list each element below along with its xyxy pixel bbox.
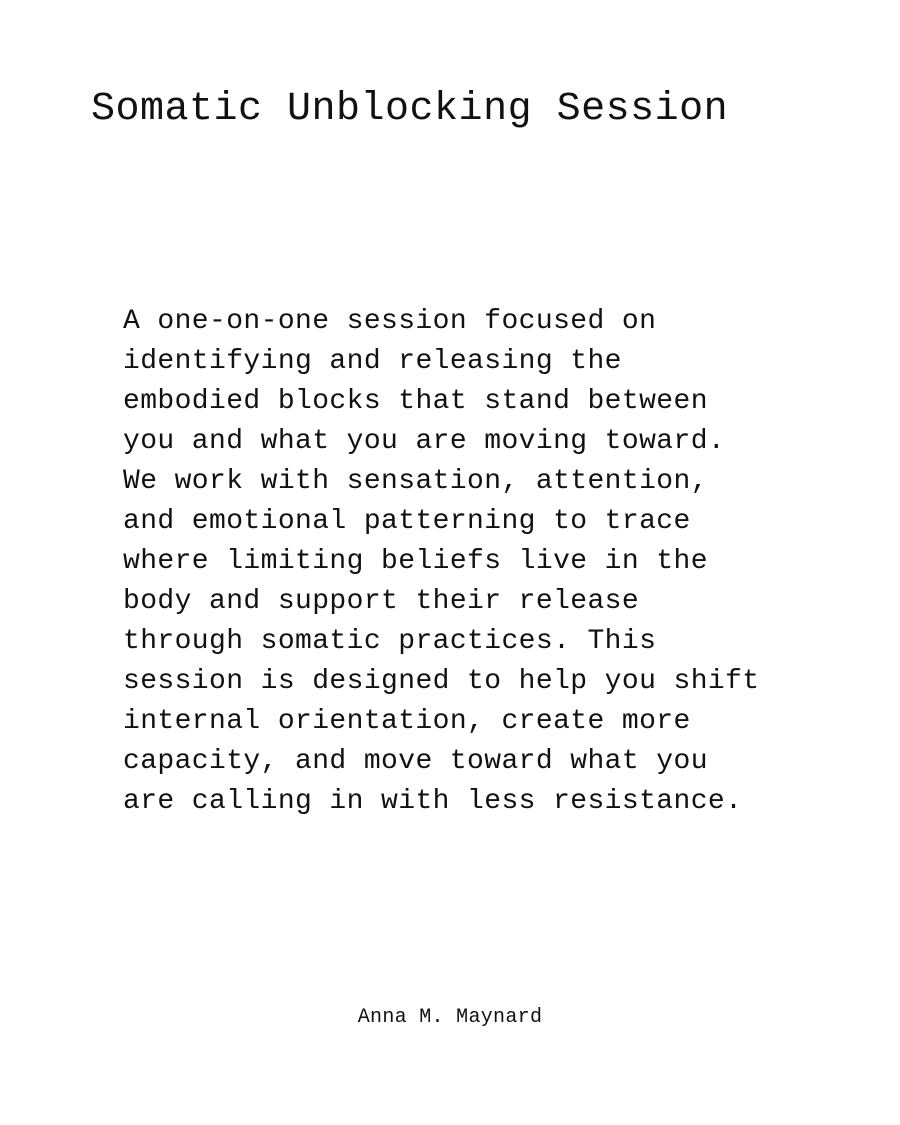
description-line: body and support their release <box>123 586 640 617</box>
description-line: are calling in with less resistance. <box>123 786 743 817</box>
description-line: capacity, and move toward what you <box>123 746 708 777</box>
description-line: embodied blocks that stand between <box>123 386 708 417</box>
description-line: where limiting beliefs live in the <box>123 546 708 577</box>
page-title: Somatic Unblocking Session <box>91 87 729 132</box>
description-line: you and what you are moving toward. <box>123 426 726 457</box>
description-line: identifying and releasing the <box>123 346 622 377</box>
description-line: A one-on-one session focused on <box>123 306 657 337</box>
description-line: session is designed to help you shift <box>123 666 760 697</box>
author-name: Anna M. Maynard <box>357 1006 543 1029</box>
description-line: through somatic practices. This <box>123 626 657 657</box>
description-line: internal orientation, create more <box>123 706 691 737</box>
description-line: and emotional patterning to trace <box>123 506 691 537</box>
description-line: We work with sensation, attention, <box>123 466 708 497</box>
session-description <box>123 302 760 822</box>
